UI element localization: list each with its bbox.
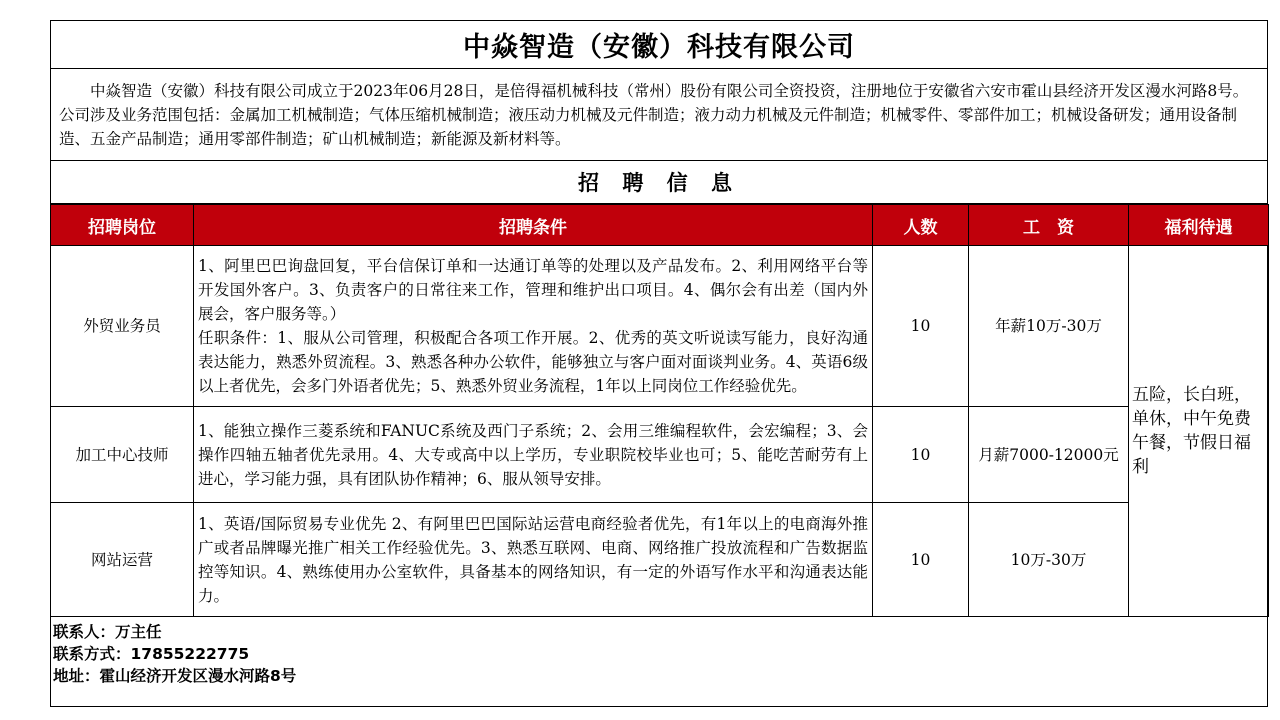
conditions-cell: 1、英语/国际贸易专业优先 2、有阿里巴巴国际站运营电商经验者优先，有1年以上的电商海外推广或者品牌曝光推广相关工作经验优先。3、熟悉互联网、电商、网络推广投放流程和广告数据监控等知识。4、熟练使用办公室软件，具备基本的网络知识，有一定的外语写作水平和沟通表达能力。 <box>194 503 873 617</box>
count-cell: 10 <box>873 407 969 503</box>
conditions-cell <box>194 246 873 407</box>
position-cell: 网站运营 <box>51 503 194 617</box>
contact-phone: 联系方式：17855222775 <box>53 645 250 663</box>
header-count: 人数 <box>873 205 969 246</box>
recruitment-sheet <box>50 20 1268 707</box>
salary-cell: 年薪10万-30万 <box>969 246 1129 407</box>
salary-cell: 月薪7000-12000元 <box>969 407 1129 503</box>
position-cell: 外贸业务员 <box>51 246 194 407</box>
conditions-requirements: 任职条件：1、服从公司管理，积极配合各项工作开展。2、优秀的英文听说读写能力，良好沟通表达能力，熟悉外贸流程。3、熟悉各种办公软件，能够独立与客户面对面谈判业务。4、英语6级以上者优先，会多门外语者优先；5、熟悉外贸业务流程，1年以上同岗位工作经验优先。 <box>198 329 868 395</box>
count-cell: 10 <box>873 503 969 617</box>
recruitment-table <box>50 204 1269 617</box>
header-position: 招聘岗位 <box>51 205 194 246</box>
header-conditions: 招聘条件 <box>194 205 873 246</box>
position-cell: 加工中心技师 <box>51 407 194 503</box>
conditions-duties: 1、阿里巴巴询盘回复，平台信保订单和一达通订单等的处理以及产品发布。2、利用网络平台等开发国外客户。3、负责客户的日常往来工作，管理和维护出口项目。4、偶尔会有出差（国内外展会，客户服务等。） <box>198 257 868 323</box>
table-row <box>51 503 1269 617</box>
salary-cell: 10万-30万 <box>969 503 1129 617</box>
company-title: 中焱智造（安徽）科技有限公司 <box>51 21 1267 69</box>
header-benefits: 福利待遇 <box>1129 205 1269 246</box>
contact-info <box>51 617 1267 687</box>
section-title: 招 聘 信 息 <box>51 161 1267 204</box>
count-cell: 10 <box>873 246 969 407</box>
company-intro: 中焱智造（安徽）科技有限公司成立于2023年06月28日，是倍得福机械科技（常州）股份有限公司全资投资，注册地位于安徽省六安市霍山县经济开发区漫水河路8号。公司涉及业务范围包括：金属加工机械制造；气体压缩机械制造；液压动力机械及元件制造；液力动力机械及元件制造；机械零件、零部件加工；机械设备研发；通用设备制造、五金产品制造；通用零部件制造；矿山机械制造；新能源及新材料等。 <box>51 69 1267 161</box>
benefits-cell: 五险，长白班，单休，中午免费午餐，节假日福利 <box>1129 246 1269 617</box>
contact-person: 联系人：万主任 <box>53 623 162 641</box>
table-row <box>51 246 1269 407</box>
contact-address: 地址：霍山经济开发区漫水河路8号 <box>53 667 297 685</box>
header-salary: 工 资 <box>969 205 1129 246</box>
table-row <box>51 407 1269 503</box>
conditions-cell: 1、能独立操作三菱系统和FANUC系统及西门子系统；2、会用三维编程软件，会宏编程；3、会操作四轴五轴者优先录用。4、大专或高中以上学历，专业职院校毕业也可；5、能吃苦耐劳有上进心，学习能力强，具有团队协作精神；6、服从领导安排。 <box>194 407 873 503</box>
table-header-row <box>51 205 1269 246</box>
